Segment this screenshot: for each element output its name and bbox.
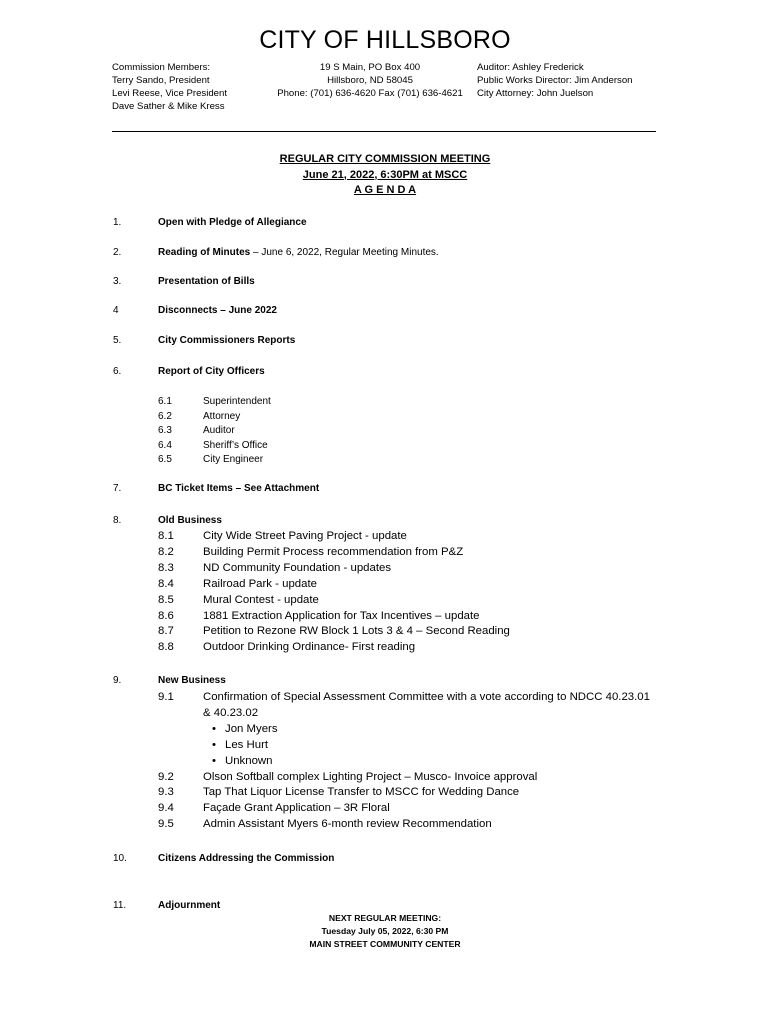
header-right-line: Auditor: Ashley Frederick xyxy=(477,62,584,73)
item-number: 10. xyxy=(113,853,127,864)
item-label: Reading of Minutes xyxy=(158,247,251,258)
list-item: 6.4 Sheriff’s Office xyxy=(158,439,268,451)
list-item: 8.4 Railroad Park - update xyxy=(158,577,317,590)
header-divider xyxy=(112,131,656,132)
agenda-item-commissioners-reports: City Commissioners Reports xyxy=(158,335,296,346)
list-item: 8.6 1881 Extraction Application for Tax Incentives – update xyxy=(158,609,480,622)
page-title: CITY OF HILLSBORO xyxy=(259,26,511,54)
list-item: 9.3 Tap That Liquor License Transfer to MSCC for Wedding Dance xyxy=(158,786,520,799)
list-item: 9.2 Olson Softball complex Lighting Project – Musco- Invoice approval xyxy=(158,770,538,783)
bullet-icon: • xyxy=(212,722,216,735)
list-item: 8.5 Mural Contest - update xyxy=(158,593,319,606)
list-item-continuation: & 40.23.02 xyxy=(203,706,259,719)
item-number: 3. xyxy=(113,276,122,287)
meeting-date: June 21, 2022, 6:30PM at MSCC xyxy=(302,168,468,181)
list-item: 6.5 City Engineer xyxy=(158,454,264,466)
item-number: 11. xyxy=(113,900,127,911)
agenda-item-pledge: Open with Pledge of Allegiance xyxy=(158,217,307,228)
item-number: 1. xyxy=(113,217,122,228)
list-item: 6.1 Superintendent xyxy=(158,396,271,407)
list-item: 8.8 Outdoor Drinking Ordinance- First reading xyxy=(158,641,416,654)
item-number: 5. xyxy=(113,335,122,346)
list-item: 8.7 Petition to Rezone RW Block 1 Lots 3 & 4 – Second Reading xyxy=(158,625,510,638)
list-item: 8.2 Building Permit Process recommendation from P&Z xyxy=(158,545,464,558)
header-center-line: 19 S Main, PO Box 400 xyxy=(319,62,421,73)
agenda-item-bills: Presentation of Bills xyxy=(158,276,255,287)
city-address xyxy=(265,61,475,100)
list-item: 8.1 City Wide Street Paving Project - update xyxy=(158,530,407,542)
header-left-line: Dave Sather & Mike Kress xyxy=(112,101,225,112)
agenda-item-officers: Report of City Officers xyxy=(158,366,265,377)
header-right-line: Public Works Director: Jim Anderson xyxy=(477,75,633,86)
footer-line: NEXT REGULAR MEETING: xyxy=(328,913,442,923)
committee-member: • Jon Myers xyxy=(158,722,650,738)
agenda-item-bc-tickets: BC Ticket Items – See Attachment xyxy=(158,483,320,494)
item-number: 9. xyxy=(113,675,122,686)
item-number: 7. xyxy=(113,483,122,494)
agenda-label: A G E N D A xyxy=(353,184,417,196)
header-left-line: Terry Sando, President xyxy=(112,75,210,86)
bullet-icon: • xyxy=(212,754,216,767)
agenda-item-citizens: Citizens Addressing the Commission xyxy=(158,853,335,864)
committee-member: • Unknown xyxy=(158,754,650,770)
bullet-icon: • xyxy=(212,738,216,751)
header-center-line: Hillsboro, ND 58045 xyxy=(327,75,413,86)
next-meeting-notice xyxy=(0,912,770,951)
item-number: 2. xyxy=(113,247,122,258)
list-item: 6.2 Attorney xyxy=(158,410,241,422)
item-number: 8. xyxy=(113,515,122,526)
item-number: 6. xyxy=(113,366,122,377)
meeting-title: REGULAR CITY COMMISSION MEETING xyxy=(279,153,491,165)
header-center-line: Phone: (701) 636-4620 Fax (701) 636-4621 xyxy=(277,88,463,99)
list-item: 9.1 Confirmation of Special Assessment Committee with a vote according to NDCC 40.23.01 xyxy=(158,691,650,703)
item-detail: – June 6, 2022, Regular Meeting Minutes. xyxy=(250,247,439,258)
city-officials xyxy=(477,61,633,100)
old-business-sublist xyxy=(158,529,510,656)
footer-line: MAIN STREET COMMUNITY CENTER xyxy=(309,939,461,949)
agenda-item-disconnects: Disconnects – June 2022 xyxy=(158,305,277,316)
header-right-line: City Attorney: John Juelson xyxy=(477,88,594,99)
new-business-sublist xyxy=(158,690,650,833)
agenda-item-minutes xyxy=(158,247,439,258)
list-item: 9.5 Admin Assistant Myers 6-month review Recommendation xyxy=(158,818,492,831)
agenda-item-new-business: New Business xyxy=(158,675,226,686)
item-number: 4 xyxy=(113,305,119,316)
officers-sublist xyxy=(158,395,271,468)
committee-member: • Les Hurt xyxy=(158,738,650,754)
meeting-heading xyxy=(0,152,770,199)
footer-line: Tuesday July 05, 2022, 6:30 PM xyxy=(321,926,449,936)
header-left-line: Levi Reese, Vice President xyxy=(112,88,228,99)
list-item: 8.3 ND Community Foundation - updates xyxy=(158,561,392,574)
list-item: 6.3 Auditor xyxy=(158,425,235,437)
header-left-line: Commission Members: xyxy=(112,62,211,73)
list-item: 9.4 Façade Grant Application – 3R Floral xyxy=(158,802,390,815)
agenda-item-adjournment: Adjournment xyxy=(158,900,221,911)
commission-members xyxy=(112,61,227,113)
agenda-item-old-business: Old Business xyxy=(158,515,222,526)
